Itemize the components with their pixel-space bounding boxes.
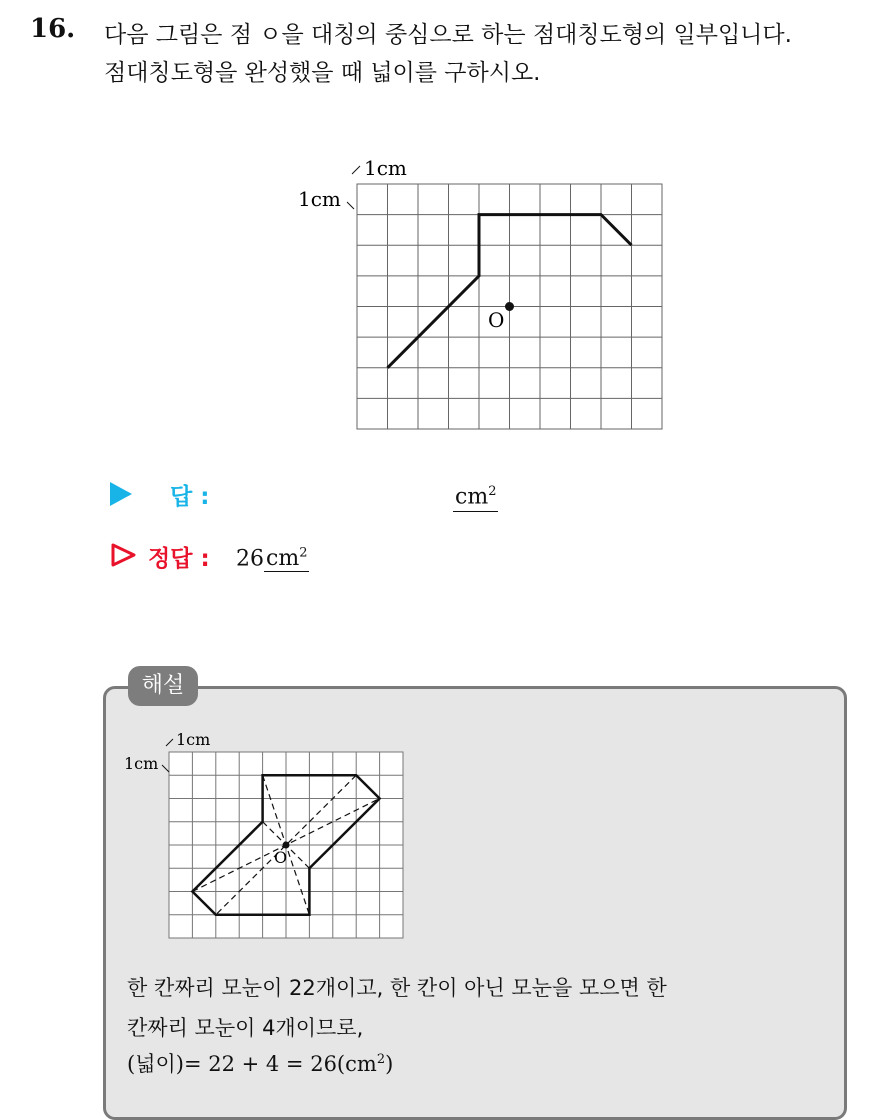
question-figure: [290, 150, 680, 440]
explanation-unit-horizontal: 1cm: [176, 730, 211, 749]
explanation-line-3: [127, 1048, 393, 1078]
outline-play-arrow-icon: [110, 542, 138, 568]
explanation-line-2: 칸짜리 모눈이 4개이므로,: [127, 1016, 364, 1040]
answer-label: 답 :: [170, 484, 210, 510]
correct-answer-value: [236, 540, 309, 573]
explanation-tag: 해설: [128, 666, 198, 706]
explanation-line-1: 한 칸짜리 모눈이 22개이고, 한 칸이 아닌 모눈을 모으면 한: [127, 976, 667, 1000]
play-arrow-icon: [110, 482, 132, 506]
answer-unit-text: cm: [455, 484, 489, 510]
unit-label-vertical: 1cm: [298, 187, 341, 211]
question-text-line-2: 점대칭도형을 완성했을 때 넓이를 구하시오.: [104, 60, 541, 86]
explanation-formula-close: ): [385, 1052, 394, 1076]
center-label: O: [488, 308, 505, 332]
answer-unit-exponent: 2: [488, 484, 497, 499]
explanation-formula-exponent: 2: [376, 1052, 386, 1067]
unit-label-horizontal: 1cm: [364, 156, 407, 180]
question-number: 16.: [30, 14, 76, 44]
question-text-line-1: 다음 그림은 점 ㅇ을 대칭의 중심으로 하는 점대칭도형의 일부입니다.: [104, 22, 792, 48]
answer-unit: [453, 478, 498, 512]
explanation-formula-unit: cm: [345, 1052, 377, 1076]
correct-answer-unit: [264, 546, 309, 572]
correct-answer-unit-exponent: 2: [299, 546, 308, 561]
explanation-formula: (넓이)= 22 + 4 = 26(: [127, 1052, 346, 1076]
explanation-center-label: O: [274, 848, 288, 867]
explanation-figure: [110, 722, 410, 944]
center-point: [505, 302, 514, 311]
correct-answer-number: 26: [236, 546, 264, 572]
correct-answer-label: 정답 :: [148, 546, 210, 572]
correct-answer-unit-text: cm: [266, 546, 300, 572]
explanation-unit-vertical: 1cm: [124, 754, 159, 773]
